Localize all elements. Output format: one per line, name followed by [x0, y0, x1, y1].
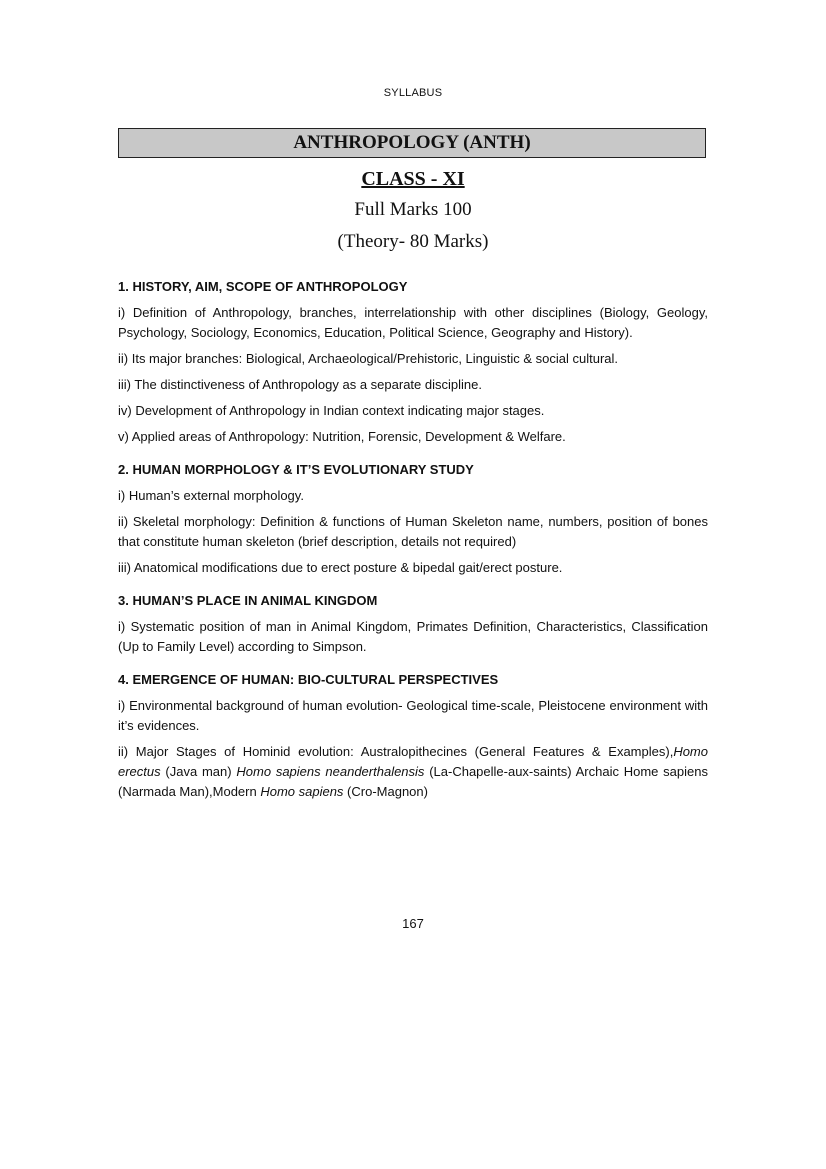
list-item: v) Applied areas of Anthropology: Nutrition, Forensic, Development & Welfare. — [118, 429, 566, 444]
list-item: iv) Development of Anthropology in Indian context indicating major stages. — [118, 403, 545, 418]
list-item: ii) Its major branches: Biological, Archaeological/Prehistoric, Linguistic & social cultural. — [118, 351, 618, 366]
text-run: (Java man) — [160, 764, 237, 779]
subject-title: ANTHROPOLOGY (ANTH) — [293, 132, 531, 153]
list-item: i) Human’s external morphology. — [118, 488, 304, 503]
list-item: i) Environmental background of human evolution- Geological time-scale, Pleistocene environment with it’s evidences. — [118, 698, 708, 733]
species-name: Homo erectus — [118, 744, 708, 779]
section-heading: 3. HUMAN’S PLACE IN ANIMAL KINGDOM — [118, 593, 378, 608]
section-heading: 1. HISTORY, AIM, SCOPE OF ANTHROPOLOGY — [118, 279, 408, 294]
list-item: iii) The distinctiveness of Anthropology as a separate discipline. — [118, 377, 482, 392]
section-history — [118, 277, 708, 447]
section-morphology — [118, 460, 708, 578]
species-name: Homo sapiens — [260, 784, 344, 799]
text-run: ii) Major Stages of Hominid evolution: Australopithecines (General Features & Examples), — [118, 744, 674, 759]
list-item-rich — [118, 742, 708, 802]
section-animal-kingdom — [118, 591, 708, 657]
list-item: i) Definition of Anthropology, branches, interrelationship with other disciplines (Biology, Geology, Psychology, Sociology, Economics, Education, Political Science, Geography and History). — [118, 305, 708, 340]
text-run: (La-Chapelle-aux-saints) Archaic Home sapiens (Narmada Man),Modern — [118, 764, 708, 799]
page-header: SYLLABUS — [383, 87, 443, 99]
class-heading: CLASS - XI — [361, 168, 465, 190]
full-marks: Full Marks 100 — [354, 199, 472, 220]
theory-marks: (Theory- 80 Marks) — [337, 231, 489, 252]
species-name: Homo sapiens neanderthalensis — [236, 764, 425, 779]
list-item: ii) Skeletal morphology: Definition & functions of Human Skeleton name, numbers, position of bones that constitute human skeleton (brief description, details not required) — [118, 514, 708, 549]
syllabus-content — [118, 277, 708, 815]
list-item: i) Systematic position of man in Animal Kingdom, Primates Definition, Characteristics, Classification (Up to Family Level) according to Simpson. — [118, 619, 708, 654]
section-heading: 4. EMERGENCE OF HUMAN: BIO-CULTURAL PERSPECTIVES — [118, 672, 499, 687]
text-run: (Cro-Magnon) — [343, 784, 428, 799]
section-emergence — [118, 670, 708, 802]
section-heading: 2. HUMAN MORPHOLOGY & IT’S EVOLUTIONARY STUDY — [118, 462, 474, 477]
page-number: 167 — [402, 916, 424, 931]
list-item: iii) Anatomical modifications due to erect posture & bipedal gait/erect posture. — [118, 560, 563, 575]
subject-title-box — [118, 128, 706, 158]
